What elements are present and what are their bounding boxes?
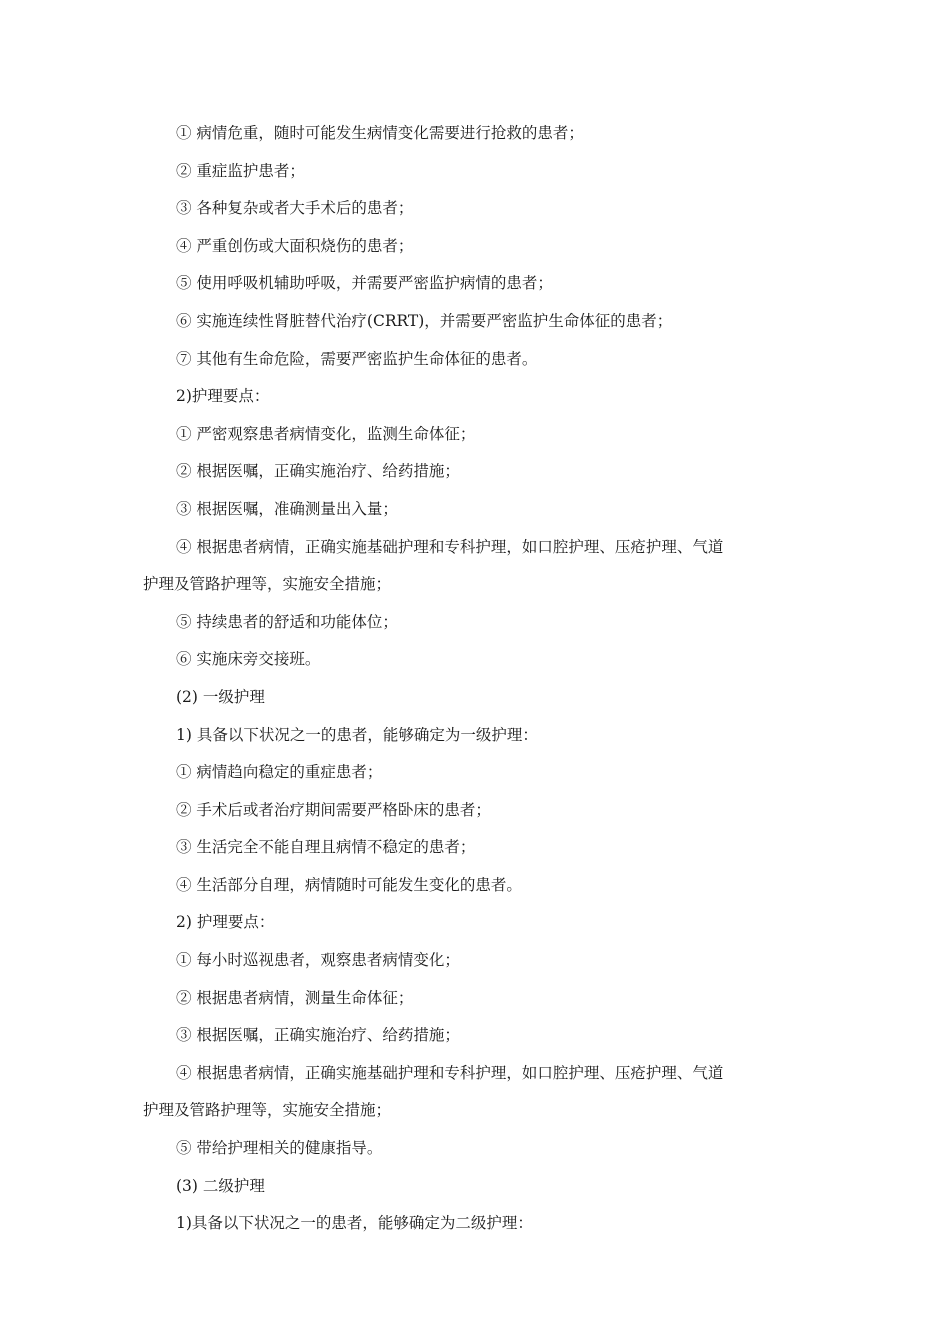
list-item: ⑤ 持续患者的舒适和功能体位；: [176, 612, 398, 631]
section-heading: (2) 一级护理: [176, 687, 265, 706]
list-item: ③ 生活完全不能自理且病情不稳定的患者；: [176, 838, 476, 857]
list-item: ③ 各种复杂或者大手术后的患者；: [176, 199, 414, 218]
list-item: ① 病情危重，随时可能发生病情变化需要进行抢救的患者；: [176, 124, 584, 142]
list-item: ⑤ 使用呼吸机辅助呼吸，并需要严密监护病情的患者；: [176, 274, 553, 293]
list-item: ④ 严重创伤或大面积烧伤的患者；: [176, 236, 414, 255]
document-body: [143, 118, 803, 1246]
list-item: ② 重症监护患者；: [176, 161, 305, 180]
list-item: ③ 根据医嘱，正确实施治疗、给药措施；: [176, 1026, 460, 1045]
list-item: ① 病情趋向稳定的重症患者；: [176, 763, 383, 782]
list-item: ① 每小时巡视患者，观察患者病情变化；: [176, 951, 460, 970]
list-item: ⑦ 其他有生命危险，需要严密监护生命体征的患者。: [176, 349, 538, 368]
list-item-continuation: 护理及管路护理等，实施安全措施；: [143, 575, 392, 594]
list-item: ① 严密观察患者病情变化，监测生命体征；: [176, 424, 476, 443]
list-item: ④ 根据患者病情，正确实施基础护理和专科护理，如口腔护理、压疮护理、气道: [176, 537, 724, 556]
section-heading: 2)护理要点：: [176, 387, 270, 406]
subsection-heading: 2) 护理要点：: [176, 913, 275, 932]
list-item: ④ 根据患者病情，正确实施基础护理和专科护理，如口腔护理、压疮护理、气道: [176, 1063, 724, 1082]
list-item: ③ 根据医嘱，准确测量出入量；: [176, 499, 398, 518]
list-item: ② 手术后或者治疗期间需要严格卧床的患者；: [176, 800, 491, 819]
section-heading: (3) 二级护理: [176, 1176, 265, 1195]
list-item-continuation: 护理及管路护理等，实施安全措施；: [143, 1101, 392, 1120]
list-item: ⑥ 实施连续性肾脏替代治疗(CRRT)，并需要严密监护生命体征的患者；: [176, 311, 673, 330]
list-item: ④ 生活部分自理，病情随时可能发生变化的患者。: [176, 875, 522, 894]
list-item: ⑤ 带给护理相关的健康指导。: [176, 1139, 383, 1158]
subsection-heading: 1) 具备以下状况之一的患者，能够确定为一级护理：: [176, 725, 538, 744]
list-item: ② 根据医嘱，正确实施治疗、给药措施；: [176, 462, 460, 481]
subsection-heading: 1)具备以下状况之一的患者，能够确定为二级护理：: [176, 1214, 533, 1233]
list-item: ⑥ 实施床旁交接班。: [176, 650, 321, 669]
list-item: ② 根据患者病情，测量生命体征；: [176, 988, 414, 1007]
